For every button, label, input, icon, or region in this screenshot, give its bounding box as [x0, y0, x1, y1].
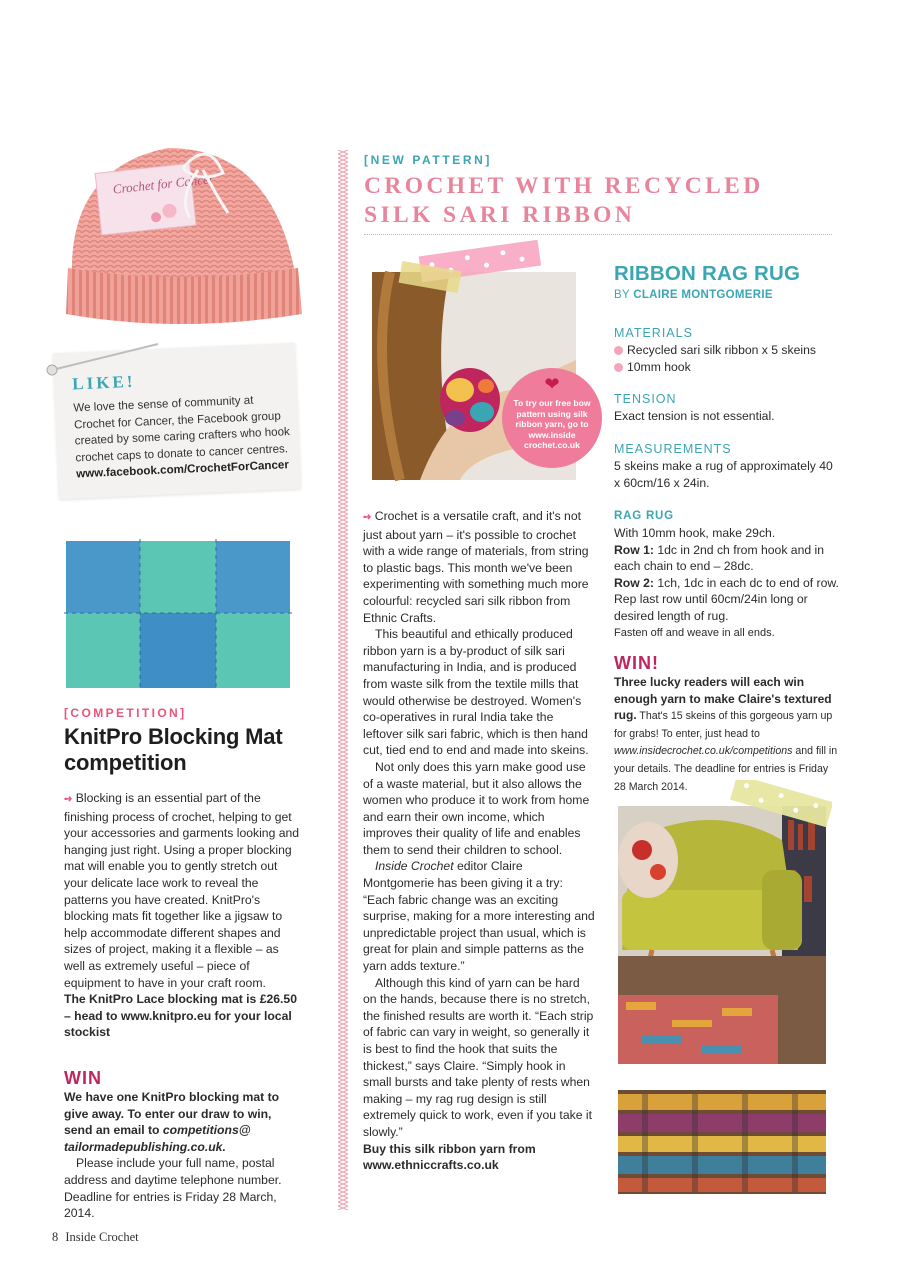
rag-rug-instructions [614, 525, 839, 641]
article-p2: This beautiful and ethically produced ribbon yarn is a by-product of silk sari manufacturing in India, and is produced from waste silk from the textile mills that would otherwise be destroyed. Women's co-operatives in rural India take the leftover silk sari fabric, which is then hand cut, tied end to end and made into skeins. [363, 627, 589, 758]
like-heading: LIKE! [71, 371, 136, 394]
pin-icon [40, 338, 170, 378]
competition-tag: [COMPETITION] [64, 706, 187, 720]
bullet-arrow-icon: ➺ [64, 794, 73, 805]
win-left-info: Please include your full name, postal address and daytime telephone number. Deadline for entries is Friday 28 March, 2014. [64, 1156, 282, 1221]
win-heading-left: WIN [64, 1068, 102, 1088]
like-body [73, 391, 294, 483]
competition-price: The KnitPro Lace blocking mat is £26.50 – head to www.knitpro.eu for your local stockist [64, 992, 297, 1040]
pattern-author: CLAIRE MONTGOMERIE [633, 289, 773, 301]
win-right-bold: Three lucky readers will each win enough yarn to make Claire's textured rug. [614, 675, 832, 723]
win-body-left [64, 1089, 302, 1222]
hat-tag-text: Crochet for Cancer [112, 171, 215, 197]
bullet-dot-icon [614, 363, 623, 372]
badge-text: To try our free bow pattern using silk ribbon yarn, go to www.inside crochet.co.uk [513, 398, 591, 451]
competition-email[interactable]: competitions@ tailormadepublishing.co.uk. [64, 1123, 251, 1154]
materials-list [614, 342, 839, 375]
material-item [614, 342, 839, 359]
measurements-heading: MEASUREMENTS [614, 442, 732, 456]
pattern-title: RIBBON RAG RUG [614, 262, 801, 285]
heart-icon: ❤ [544, 374, 560, 394]
column-divider [338, 150, 348, 1210]
win-heading-right: WIN! [614, 653, 659, 673]
sofa-with-rug-photo [612, 780, 832, 1070]
materials-heading: MATERIALS [614, 326, 693, 340]
magazine-footer-name: Inside Crochet [65, 1230, 139, 1244]
competition-title: KnitPro Blocking Mat competition [64, 724, 283, 775]
pattern-byline [614, 289, 773, 301]
tension-text: Exact tension is not essential. [614, 409, 775, 423]
page-footer [52, 1230, 139, 1245]
page-number: 8 [52, 1230, 59, 1244]
win-body-right [614, 674, 840, 795]
measurements-text: 5 skeins make a rug of approximately 40 x 60cm/16 x 24in. [614, 459, 833, 490]
bullet-dot-icon [614, 346, 623, 355]
instruction-fasten: Fasten off and weave in all ends. [614, 626, 775, 639]
row1-text: 1dc in 2nd ch from hook and in each chain to end – 28dc. [614, 542, 825, 574]
article-p1: Crochet is a versatile craft, and it's not just about yarn – it's possible to crochet with a wide range of materials, from string to plastic bags. This month we've been experimenting with something much more colourful: recycled sari silk ribbon from Ethnic Crafts. [363, 509, 589, 625]
row2-label: Row 2: [614, 575, 654, 590]
rag-rug-closeup-photo [612, 1084, 832, 1200]
win-right-text-a: That's 15 skeins of this gorgeous yarn up for grabs! To enter, just head to [614, 710, 833, 740]
row1-label: Row 1: [614, 542, 654, 557]
instruction-rep: Rep last row until 60cm/24in long or desired length of rug. [614, 592, 808, 623]
byline-by: BY [614, 289, 634, 301]
material-item-text: Recycled sari silk ribbon x 5 skeins [627, 343, 816, 357]
new-pattern-tag: [NEW PATTERN] [364, 153, 493, 167]
crochet-hat-photo [58, 128, 308, 328]
competition-url[interactable]: www.insidecrochet.co.uk/competitions [614, 745, 793, 758]
facebook-link[interactable]: www.facebook.com/CrochetForCancer [75, 458, 290, 481]
rag-rug-heading: RAG RUG [614, 510, 674, 522]
competition-text: Blocking is an essential part of the finishing process of crochet, helping to get your accessories and garments looking and hanging just right. Using a proper blocking mat will enable you to gently stretch out your delicate lace work to reveal the patterns you have created. KnitPro's blocking mats fit together like a jigsaw to help accommodate different shapes and sizes of project, making it a flexible – as well as extremely useful – piece of equipment to have in your craft room. [64, 791, 300, 990]
like-text: We love the sense of community at Crochet for Cancer, the Facebook group created by some caring crafters who hook crochet caps to donate to cancer centres. [73, 393, 291, 465]
buy-line[interactable]: Buy this silk ribbon yarn from www.ethniccrafts.co.uk [363, 1141, 536, 1173]
title-rule [364, 234, 832, 235]
article-title: CROCHET WITH RECYCLED SILK SARI RIBBON [364, 173, 764, 228]
article-p5: Although this kind of yarn can be hard on the hands, because there is no stretch, the finished results are worth it. “Each strip of fabric can vary in weight, so generally it is best to find the hook that suits the thickest,” says Claire. “Simply hook in small bursts and take plenty of rests when making – my rag rug design is still extremely quick to work, even if you take it slowly.” [363, 975, 594, 1139]
silk-cuff [440, 368, 500, 432]
article-p4: editor Claire Montgomerie has been giving it a try: “Each fabric change was an exciting surprise, making for a more interesting and unpredictable project than usual, which is great for plain and simple patterns as the yarn adds texture.” [363, 859, 595, 974]
material-item-text: 10mm hook [627, 359, 691, 374]
win-right-text-b: and fill in your details. The deadline for entries is Friday 28 March 2014. [614, 745, 838, 793]
competition-body [64, 790, 300, 1041]
free-pattern-badge[interactable] [502, 368, 602, 468]
row2-text: 1ch, 1dc in each dc to end of row. [653, 575, 839, 590]
win-left-intro: We have one KnitPro blocking mat to give away. To enter our draw to win, send an email to [64, 1090, 280, 1138]
instruction-start: With 10mm hook, make 29ch. [614, 526, 776, 540]
material-item [614, 359, 839, 376]
magazine-name: Inside Crochet [375, 859, 454, 874]
bullet-arrow-icon: ➺ [363, 512, 372, 523]
tension-heading: TENSION [614, 392, 677, 406]
blocking-mat-photo [62, 537, 294, 692]
article-p3: Not only does this yarn make good use of a waste material, but it also allows the women who produce it to work from home and earn their own income, which improves their quality of life and enables them to send their children to school. [363, 759, 590, 857]
article-body [363, 508, 595, 1174]
